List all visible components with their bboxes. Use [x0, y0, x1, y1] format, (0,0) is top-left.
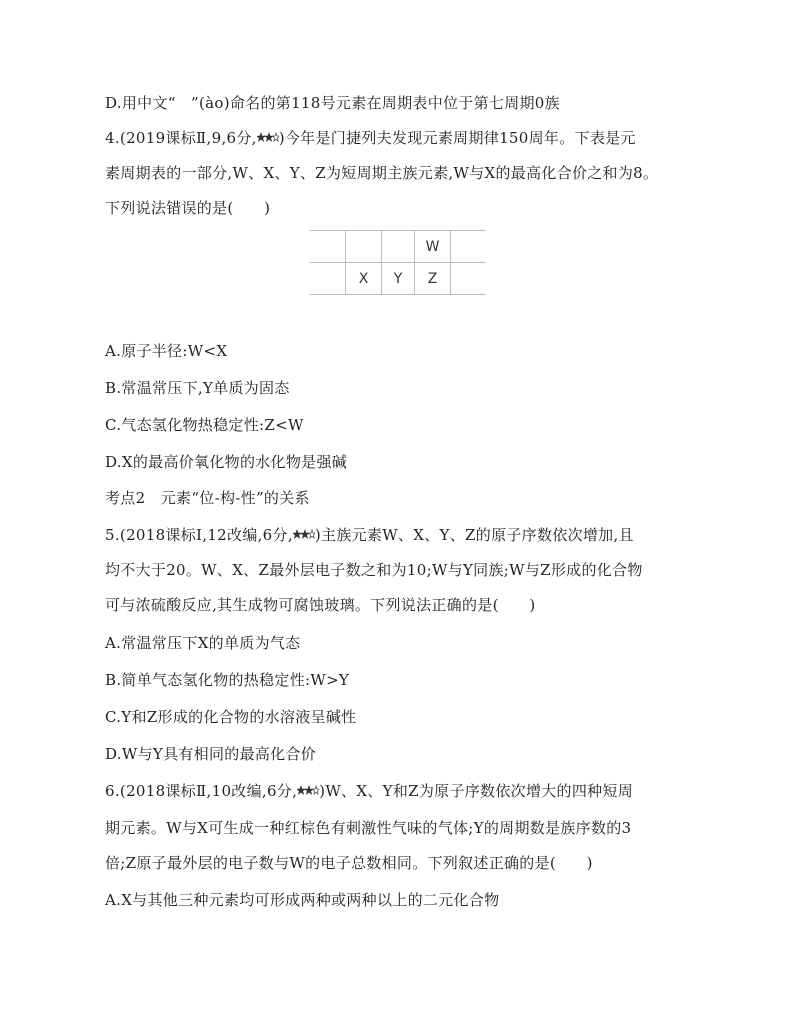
- q4-option-d: [105, 452, 347, 472]
- difficulty-stars-icon: [293, 528, 315, 541]
- table-cell: X: [346, 263, 382, 295]
- q5-stem-text: )主族元素W、X、Y、Z的原子序数依次增加,且: [314, 526, 634, 544]
- table-cell: [310, 263, 346, 295]
- q6-stem-text-2: 期元素。W与X可生成一种红棕色有刺激性气味的气体;Y的周期数是族序数的3: [105, 819, 632, 837]
- q3-option-d-text: D.用中文“ ”(ào)命名的第118号元素在周期表中位于第七周期0族: [105, 94, 560, 112]
- q4-option-b-text: B.常温常压下,Y单质为固态: [105, 379, 290, 397]
- q4-stem-line-1: [105, 128, 636, 148]
- q4-option-c: [105, 415, 304, 435]
- q4-option-d-text: D.X的最高价氧化物的水化物是强碱: [105, 453, 348, 471]
- q6-stem-line-1: [105, 781, 633, 801]
- section-heading-text: 考点2 元素“位-构-性”的关系: [105, 489, 310, 507]
- q6-stem-line-3: [105, 853, 593, 873]
- table-cell: [451, 263, 487, 295]
- q3-option-d: [105, 93, 560, 113]
- q5-stem-text-2: 均不大于20。W、X、Z最外层电子数之和为10;W与Y同族;W与Z形成的化合物: [105, 561, 643, 579]
- q5-option-a: [105, 633, 300, 653]
- q6-stem-line-2: [105, 818, 631, 838]
- q4-stem-line-2: [105, 163, 658, 183]
- q5-option-c-text: C.Y和Z形成的化合物的水溶液呈碱性: [105, 708, 357, 726]
- periodic-table-fragment: [310, 230, 486, 295]
- q5-stem-line-3: [105, 595, 535, 615]
- q5-source: 5.(2018课标Ⅰ,12改编,6分,: [105, 526, 293, 544]
- q4-question: 下列说法错误的是( ): [105, 199, 271, 217]
- table-cell: W: [415, 231, 451, 263]
- q4-option-a: [105, 341, 227, 361]
- table-row: [310, 231, 486, 263]
- q5-option-a-text: A.常温常压下X的单质为气态: [105, 634, 301, 652]
- q5-option-d: [105, 744, 316, 764]
- q4-stem-text-2: 素周期表的一部分,W、X、Y、Z为短周期主族元素,W与X的最高化合价之和为8。: [105, 164, 659, 182]
- q4-option-a-text: A.原子半径:W<X: [105, 342, 228, 360]
- q5-stem-line-2: [105, 560, 643, 580]
- difficulty-stars-icon: [257, 131, 279, 144]
- q5-option-b-text: B.简单气态氢化物的热稳定性:W>Y: [105, 671, 350, 689]
- q5-option-d-text: D.W与Y具有相同的最高化合价: [105, 745, 317, 763]
- table-cell: [310, 231, 346, 263]
- q6-question: 倍;Z原子最外层的电子数与W的电子总数相同。下列叙述正确的是( ): [105, 854, 593, 872]
- table-cell: Z: [415, 263, 451, 295]
- section-heading: [105, 488, 310, 508]
- table-cell: [382, 231, 415, 263]
- q4-option-b: [105, 378, 290, 398]
- q5-stem-line-1: [105, 525, 634, 545]
- table-cell: Y: [382, 263, 415, 295]
- q4-stem-text: )今年是门捷列夫发现元素周期律150周年。下表是元: [278, 129, 636, 147]
- q4-source: 4.(2019课标Ⅱ,9,6分,: [105, 129, 257, 147]
- q4-stem-line-3: [105, 198, 270, 218]
- q5-question: 可与浓硫酸反应,其生成物可腐蚀玻璃。下列说法正确的是( ): [105, 596, 536, 614]
- difficulty-stars-icon: [297, 784, 319, 797]
- q5-option-b: [105, 670, 349, 690]
- table-cell: [451, 231, 487, 263]
- table-cell: [346, 231, 382, 263]
- q6-option-a-text: A.X与其他三种元素均可形成两种或两种以上的二元化合物: [105, 891, 500, 909]
- table-row: [310, 263, 486, 295]
- q6-option-a: [105, 890, 499, 910]
- q6-source: 6.(2018课标Ⅱ,10改编,6分,: [105, 782, 298, 800]
- q4-option-c-text: C.气态氢化物热稳定性:Z<W: [105, 416, 304, 434]
- q6-stem-text: )W、X、Y和Z为原子序数依次增大的四种短周: [319, 782, 634, 800]
- q5-option-c: [105, 707, 356, 727]
